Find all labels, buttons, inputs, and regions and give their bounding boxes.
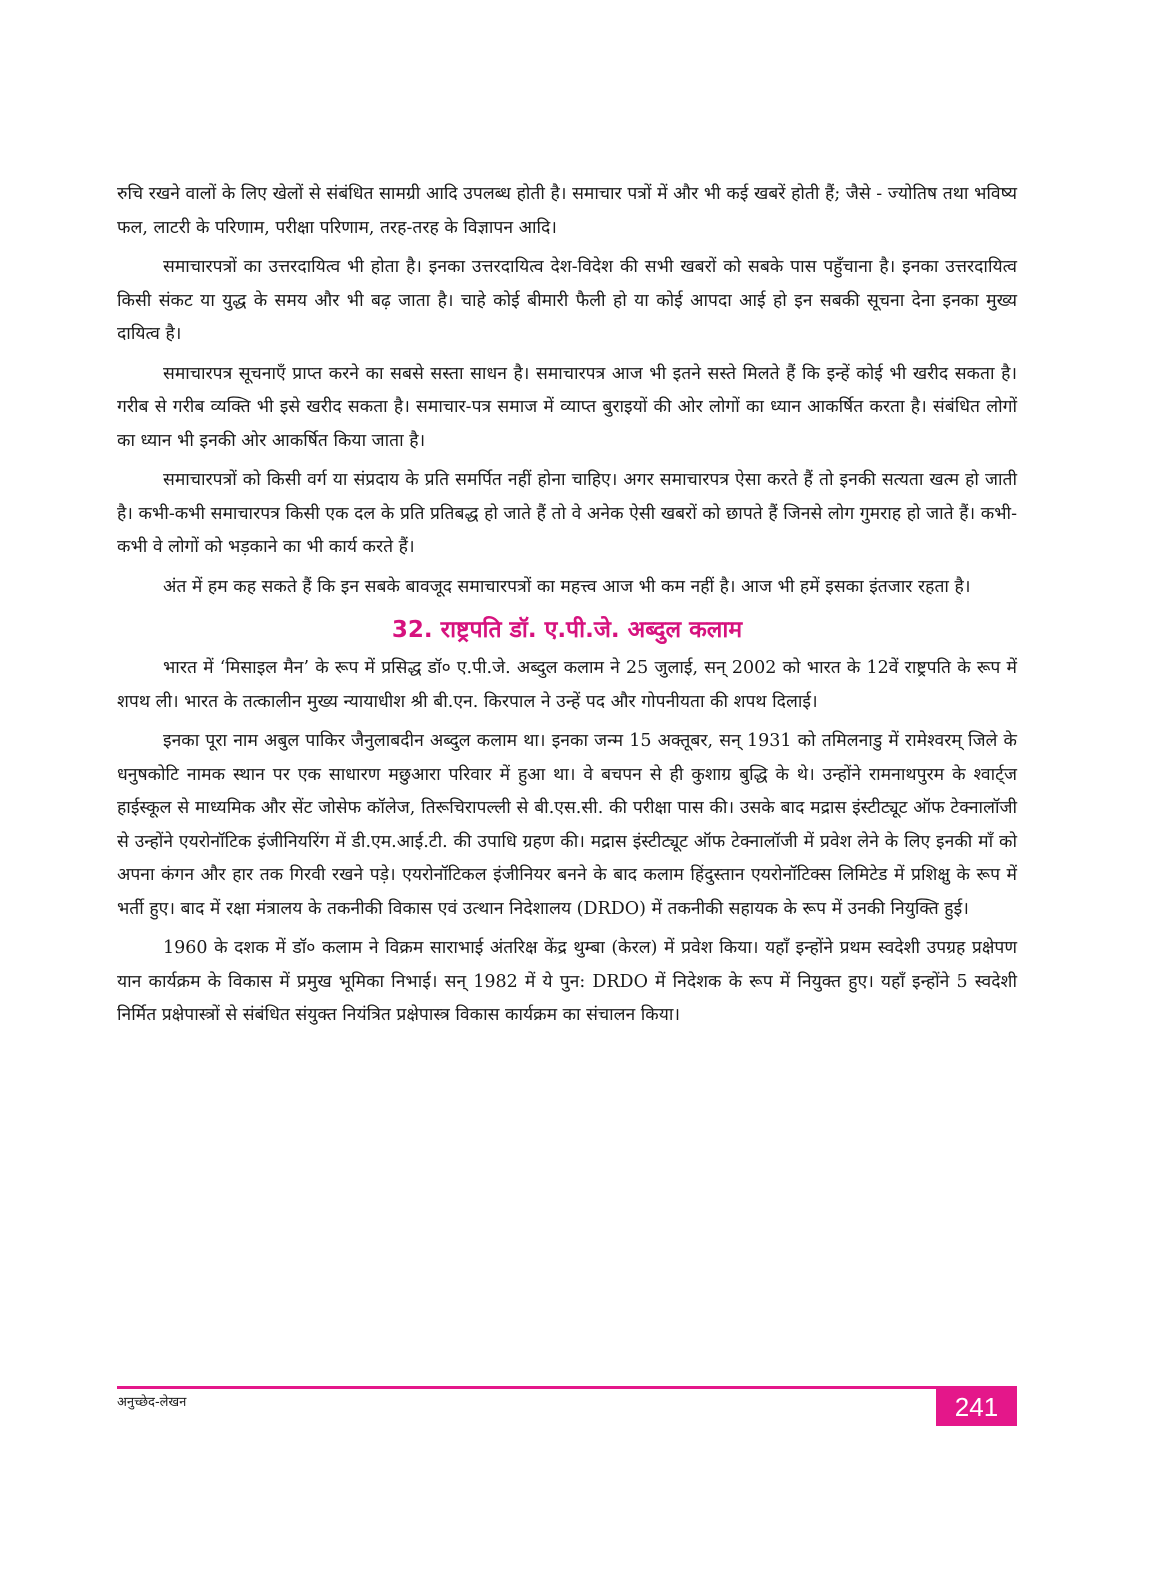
paragraph-continued: रुचि रखने वालों के लिए खेलों से संबंधित सामग्री आदि उपलब्ध होती है। समाचार पत्रों में और भी कई खबरें होती हैं; जैसे - ज्योतिष तथा भविष्य फल, लाटरी के परिणाम, परीक्षा परिणाम, तरह-तरह के विज्ञापन आदि। bbox=[117, 184, 1017, 238]
section-heading: 32. राष्ट्रपति डॉ. ए.पी.जे. अब्दुल कलाम bbox=[391, 617, 743, 643]
paragraph: अंत में हम कह सकते हैं कि इन सबके बावजूद समाचारपत्रों का महत्त्व आज भी कम नहीं है। आज भी हमें इसका इंतजार रहता है। bbox=[163, 576, 971, 597]
footer-section-label: अनुच्छेद-लेखन bbox=[117, 1395, 187, 1410]
page-body bbox=[117, 178, 1017, 1039]
paragraph: 1960 के दशक में डॉ० कलाम ने विक्रम साराभाई अंतरिक्ष केंद्र थुम्बा (केरल) में प्रवेश किया। यहाँ इन्होंने प्रथम स्वदेशी उपग्रह प्रक्षेपण यान कार्यक्रम के विकास में प्रमुख भूमिका निभाई। सन् 1982 में ये पुन: DRDO में निदेशक के रूप में नियुक्त हुए। यहाँ इन्होंने 5 स्वदेशी निर्मित प्रक्षेपास्त्रों से संबंधित संयुक्त नियंत्रित प्रक्षेपास्त्र विकास कार्यक्रम का संचालन किया। bbox=[117, 938, 1017, 1025]
paragraph: समाचारपत्रों को किसी वर्ग या संप्रदाय के प्रति समर्पित नहीं होना चाहिए। अगर समाचारपत्र ऐसा करते हैं तो इनकी सत्यता खत्म हो जाती है। कभी-कभी समाचारपत्र किसी एक दल के प्रति प्रतिबद्ध हो जाते हैं तो वे अनेक ऐसी खबरों को छापते हैं जिनसे लोग गुमराह हो जाते हैं। कभी-कभी वे लोगों को भड़काने का भी कार्य करते हैं। bbox=[117, 470, 1017, 557]
paragraph: समाचारपत्रों का उत्तरदायित्व भी होता है। इनका उत्तरदायित्व देश-विदेश की सभी खबरों को सबके पास पहुँचाना है। इनका उत्तरदायित्व किसी संकट या युद्ध के समय और भी बढ़ जाता है। चाहे कोई बीमारी फैली हो या कोई आपदा आई हो इन सबकी सूचना देना इनका मुख्य दायित्व है। bbox=[117, 257, 1017, 344]
footer-divider bbox=[117, 1386, 1017, 1389]
page-number-badge: 241 bbox=[936, 1388, 1017, 1426]
paragraph: इनका पूरा नाम अबुल पाकिर जैनुलाबदीन अब्दुल कलाम था। इनका जन्म 15 अक्तूबर, सन् 1931 को तमिलनाडु में रामेश्वरम् जिले के धनुषकोटि नामक स्थान पर एक साधारण मछुआरा परिवार में हुआ था। वे बचपन से ही कुशाग्र बुद्धि के थे। उन्होंने रामनाथपुरम के श्वार्ट्ज हाईस्कूल से माध्यमिक और सेंट जोसेफ कॉलेज, तिरूचिरापल्ली से बी.एस.सी. की परीक्षा पास की। उसके बाद मद्रास इंस्टीट्यूट ऑफ टेक्नालॉजी से उन्होंने एयरोनॉटिक इंजीनियरिंग में डी.एम.आई.टी. की उपाधि ग्रहण की। मद्रास इंस्टीट्यूट ऑफ टेक्नालॉजी में प्रवेश लेने के लिए इनकी माँ को अपना कंगन और हार तक गिरवी रखने पड़े। एयरोनॉटिकल इंजीनियर बनने के बाद कलाम हिंदुस्तान एयरोनॉटिक्स लिमिटेड में प्रशिक्षु के रूप में भर्ती हुए। बाद में रक्षा मंत्रालय के तकनीकी विकास एवं उत्थान निदेशालय (DRDO) में तकनीकी सहायक के रूप में उनकी नियुक्ति हुई। bbox=[117, 731, 1017, 919]
paragraph: समाचारपत्र सूचनाएँ प्राप्त करने का सबसे सस्ता साधन है। समाचारपत्र आज भी इतने सस्ते मिलते हैं कि इन्हें कोई भी खरीद सकता है। गरीब से गरीब व्यक्ति भी इसे खरीद सकता है। समाचार-पत्र समाज में व्याप्त बुराइयों की ओर लोगों का ध्यान आकर्षित करता है। संबंधित लोगों का ध्यान भी इनकी ओर आकर्षित किया जाता है। bbox=[117, 363, 1017, 451]
paragraph: भारत में ‘मिसाइल मैन’ के रूप में प्रसिद्ध डॉ० ए.पी.जे. अब्दुल कलाम ने 25 जुलाई, सन् 2002 को भारत के 12वें राष्ट्रपति के रूप में शपथ ली। भारत के तत्कालीन मुख्य न्यायाधीश श्री बी.एन. किरपाल ने उन्हें पद और गोपनीयता की शपथ दिलाई। bbox=[117, 658, 1017, 712]
